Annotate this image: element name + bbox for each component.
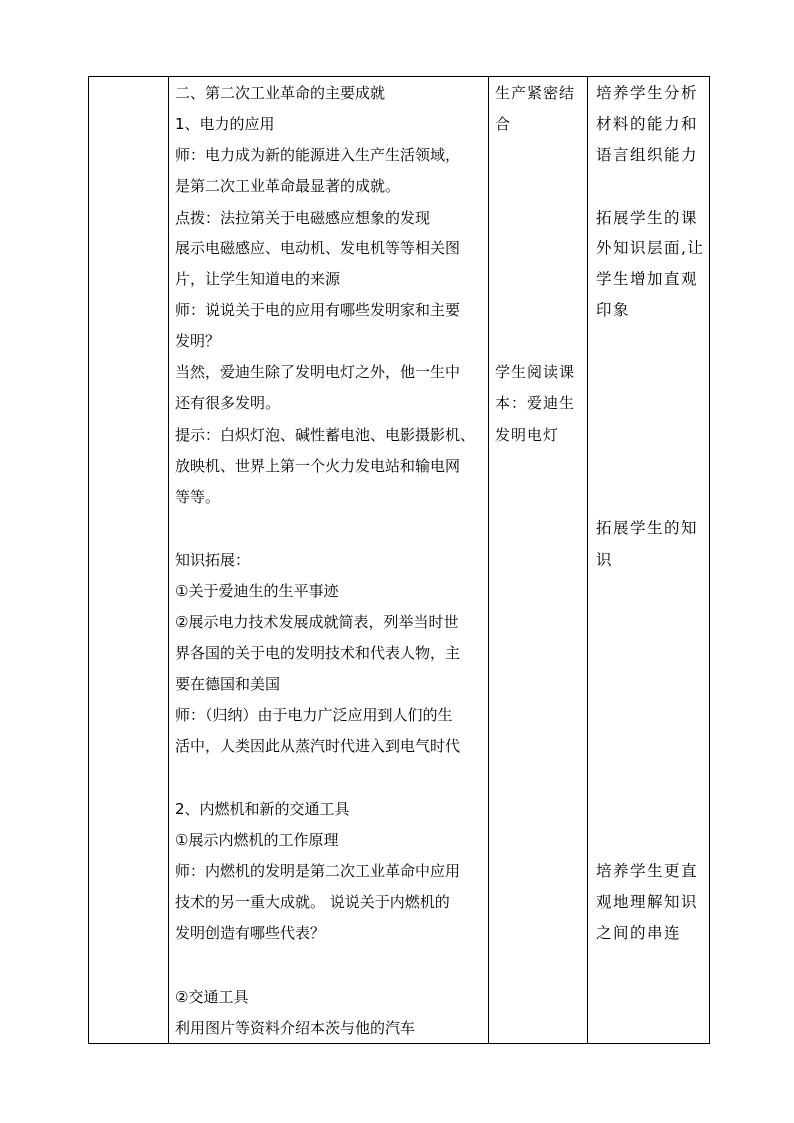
content-line: 师：电力成为新的能源进入生产生活领域， (175, 146, 461, 164)
intent-line: 之间的串连 (596, 924, 682, 942)
content-line: ②交通工具 (175, 988, 249, 1006)
content-line: 师：内燃机的发明是第二次工业革命中应用 (175, 862, 461, 880)
intent-line: 拓展学生的课 (596, 209, 699, 227)
subsection-heading: 2、内燃机和新的交通工具 (175, 800, 350, 818)
subsection-heading: 1、电力的应用 (175, 115, 275, 133)
student-activity-cell (489, 77, 588, 1044)
content-line: 师：（归纳）由于电力广泛应用到人们的生 (175, 706, 453, 724)
content-line: 是第二次工业革命最显著的成就。 (175, 177, 401, 195)
intent-line: 学生增加直观 (596, 270, 699, 288)
content-line: 片，让学生知道电的来源 (175, 270, 341, 288)
content-line: 提示：白炽灯泡、碱性蓄电池、电影摄影机、 (175, 426, 476, 444)
content-line: 要在德国和美国 (175, 675, 281, 693)
intent-line: 外知识层面,让 (596, 239, 705, 257)
activity-line: 合 (495, 115, 512, 133)
content-line: 放映机、世界上第一个火力发电站和输电网 (175, 457, 461, 475)
intent-line: 语言组织能力 (596, 146, 699, 164)
content-line: 界各国的关于电的发明技术和代表人物，主 (175, 644, 461, 662)
intent-line: 培养学生更直 (596, 862, 699, 880)
intent-line: 材料的能力和 (596, 115, 699, 133)
content-line: 还有很多发明。 (175, 394, 281, 412)
content-line: 当然，爱迪生除了发明电灯之外，他一生中 (175, 363, 461, 381)
content-line: 知识拓展： (175, 551, 251, 569)
activity-line: 本：爱迪生 (495, 394, 576, 412)
blank-column-cell (89, 77, 169, 1044)
intent-line: 观地理解知识 (596, 893, 699, 911)
intent-line: 识 (596, 551, 614, 569)
content-line: 师：说说关于电的应用有哪些发明家和主要 (175, 301, 461, 319)
content-line: 发明？ (175, 332, 221, 350)
content-line: 展示电磁感应、电动机、发电机等等相关图 (175, 239, 461, 257)
teaching-content-cell (169, 77, 489, 1044)
activity-line: 学生阅读课 (495, 363, 576, 381)
intent-line: 培养学生分析 (596, 84, 699, 102)
intent-line: 拓展学生的知 (596, 519, 699, 537)
content-line: 发明创造有哪些代表？ (175, 924, 326, 942)
lesson-plan-table (88, 76, 710, 1044)
design-intent-cell (588, 77, 710, 1044)
content-line: 等等。 (175, 488, 221, 506)
activity-line: 发明电灯 (495, 426, 560, 444)
intent-line: 印象 (596, 301, 631, 319)
content-line: 活中，人类因此从蒸汽时代进入到电气时代 (175, 737, 461, 755)
content-line: ①关于爱迪生的生平事迹 (175, 582, 339, 600)
content-line: 利用图片等资料介绍本茨与他的汽车 (175, 1019, 416, 1037)
activity-line: 生产紧密结 (495, 84, 576, 102)
table-row (89, 77, 710, 1044)
content-line: 点拨：法拉第关于电磁感应想象的发现 (175, 209, 431, 227)
content-line: 技术的另一重大成就。 说说关于内燃机的 (175, 893, 450, 911)
section-heading: 二、第二次工业革命的主要成就 (175, 84, 386, 102)
content-line: ①展示内燃机的工作原理 (175, 831, 339, 849)
content-line: ②展示电力技术发展成就简表，列举当时世 (175, 613, 459, 631)
